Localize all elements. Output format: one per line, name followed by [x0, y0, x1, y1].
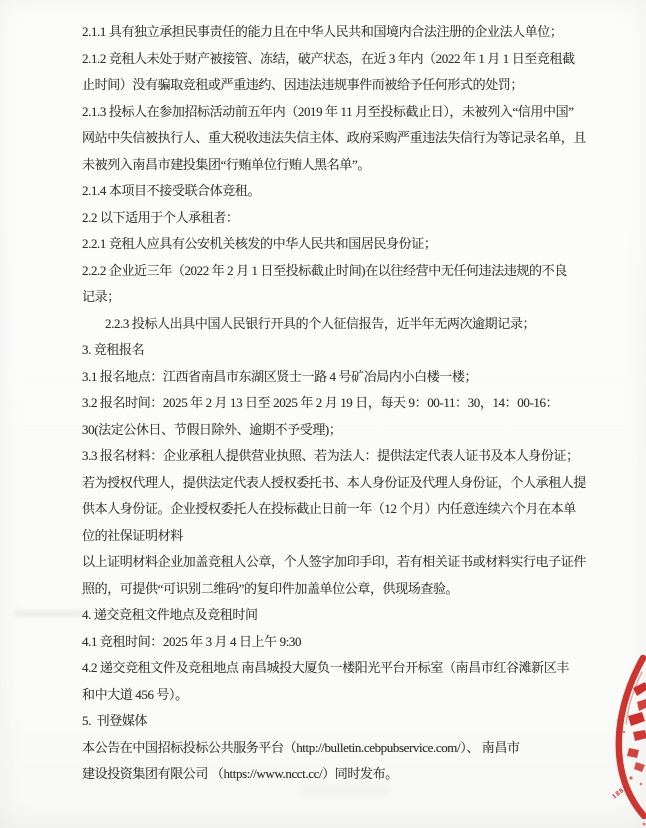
text-line: 3.2 报名时间：2025 年 2 月 13 日至 2025 年 2 月 19 日，每天 9：00-11：30，14：00-16：: [82, 395, 559, 410]
text-line: 2.1.1 具有独立承担民事责任的能力且在中华人民共和国境内合法注册的企业法人单位；: [82, 24, 563, 39]
text-line: 3.3 报名材料：企业承租人提供营业执照、若为法人：提供法定代表人证书及本人身份证；: [82, 448, 579, 463]
text-line: 若为授权代理人，提供法定代表人授权委托书、本人身份证及代理人身份证，个人承租人提: [82, 474, 587, 490]
text-line: 5. 刊登媒体: [82, 713, 148, 728]
text-line: 建设投资集团有限公司 （https://www.ncct.cc/）同时发布。: [82, 766, 398, 781]
text-line: 照的，可提供“可识别二维码”的复印件加盖单位公章，供现场查验。: [82, 580, 459, 596]
scan-smudge: [14, 610, 84, 617]
text-line: 2.2.2 企业近三年（2022 年 2 月 1 日至投标截止时间)在以往经营中无任何违法违规的不良: [82, 262, 567, 278]
text-line: 2.1.4 本项目不接受联合体竞租。: [82, 183, 261, 198]
text-line: 供本人身份证。企业授权委托人在投标截止日前一年（12 个月）内任意连续六个月在本单: [82, 501, 576, 516]
text-line: 4.2 递交竞租文件及竞租地点 南昌城投大厦负一楼阳光平台开标室（南昌市红谷滩新区丰: [82, 660, 569, 675]
text-line: 2.2.3 投标人出具中国人民银行开具的个人征信报告，近半年无两次逾期记录；: [105, 315, 536, 331]
official-seal: [606, 632, 646, 828]
text-line: 和中大道 456 号）。: [82, 686, 188, 702]
seal-digits: 1881: [610, 783, 630, 801]
text-line: 4. 递交竞租文件地点及竞租时间: [82, 607, 258, 622]
text-line: 2.2 以下适用于个人承租者：: [82, 209, 239, 225]
document-text: [82, 19, 587, 788]
text-line: 4.1 竞租时间：2025 年 3 月 4 日上午 9:30: [82, 633, 302, 649]
text-line: 2.1.3 投标人在参加招标活动前五年内（2019 年 11 月至投标截止日），未被列入“信用中国”: [82, 103, 574, 119]
text-line: 2.2.1 竞租人应具有公安机关核发的中华人民共和国居民身份证；: [82, 236, 437, 251]
text-line: 网站中失信被执行人、重大税收违法失信主体、政府采购严重违法失信行为等记录名单，且: [82, 130, 587, 145]
text-line: 3.1 报名地点：江西省南昌市东湖区贤士一路 4 号矿冶局内小白楼一楼；: [82, 368, 478, 384]
text-line: 记录；: [82, 289, 120, 304]
text-line: 30(法定公休日、节假日除外、逾期不予受理)；: [82, 421, 342, 437]
text-line: 2.1.2 竞租人未处于财产被接管、冻结，破产状态，在近 3 年内（2022 年 1 月 1 日至竞租截: [82, 50, 575, 66]
text-line: 以上证明材料企业加盖竞租人公章，个人签字加印手印，若有相关证书或材料实行电子证件: [82, 554, 587, 569]
text-line: 位的社保证明材料: [82, 527, 183, 543]
text-line: 未被列入南昌市建投集团“行贿单位行贿人黑名单”。: [82, 156, 370, 172]
text-line: 止时间）没有骗取竞租或严重违约、因违法违规事件而被给予任何形式的处罚；: [82, 77, 524, 92]
text-line: 本公告在中国招标投标公共服务平台（http://bulletin.cebpubservice.com/）、 南昌市: [82, 739, 520, 755]
text-line: 3. 竞租报名: [82, 342, 145, 357]
